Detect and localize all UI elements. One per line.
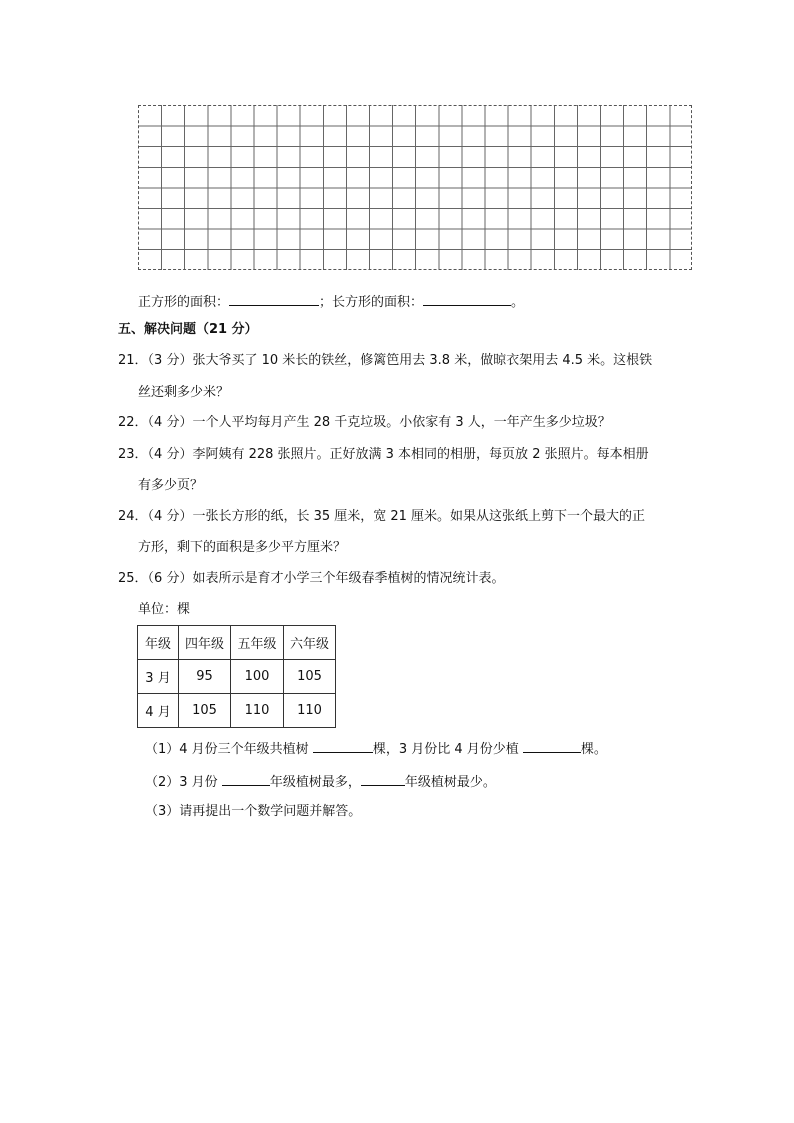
question-25-line1: 25．（6 分）如表所示是育才小学三个年级春季植树的情况统计表。: [118, 571, 505, 586]
table-cell: 110: [231, 694, 284, 728]
table-row: [138, 660, 336, 694]
section-heading: 五、解决问题（21 分）: [118, 322, 258, 337]
sub1-text-c: 棵。: [580, 742, 607, 757]
question-24-line2: 方形，剩下的面积是多少平方厘米？: [138, 540, 347, 555]
unit-label: 单位：棵: [138, 602, 191, 617]
sub-question-2: [145, 772, 496, 792]
question-23-line1: 23．（4 分）李阿姨有 228 张照片。正好放满 3 本相同的相册，每页放 2 张照片。每本相册: [118, 447, 649, 462]
table-cell: 4 月: [138, 694, 179, 728]
question-21-line1: 21．（3 分）张大爷买了 10 米长的铁丝，修篱笆用去 3.8 米，做晾衣架用去 4.5 米。这根铁: [118, 353, 653, 368]
sub2-blank-most[interactable]: [222, 772, 270, 786]
question-24-line1: 24．（4 分）一张长方形的纸，长 35 厘米，宽 21 厘米。如果从这张纸上剪下一个最大的正: [118, 509, 646, 524]
table-header-cell: 四年级: [179, 626, 231, 660]
question-21-line2: 丝还剩多少米？: [138, 385, 230, 400]
sub1-blank-difference[interactable]: [523, 739, 581, 753]
sub2-text-b: 年级植树最多，: [269, 775, 361, 790]
rect-area-label: 长方形的面积：: [332, 295, 424, 310]
question-23-line2: 有多少页？: [138, 478, 204, 493]
table-header-cell: 五年级: [231, 626, 284, 660]
table-cell: 110: [284, 694, 336, 728]
table-header-cell: 六年级: [284, 626, 336, 660]
sub-question-1: [145, 739, 607, 759]
tree-planting-table: [137, 625, 336, 728]
table-header-cell: 年级: [138, 626, 179, 660]
square-area-blank[interactable]: [229, 292, 319, 306]
table-cell: 95: [179, 660, 231, 694]
sub1-text-a: （1）4 月份三个年级共植树: [145, 742, 309, 757]
sub1-text-b: 棵，3 月份比 4 月份少植: [372, 742, 519, 757]
table-cell: 105: [179, 694, 231, 728]
table-cell: 3 月: [138, 660, 179, 694]
sub2-text-a: （2）3 月份: [145, 775, 218, 790]
table-header-row: [138, 626, 336, 660]
separator: ；: [319, 295, 333, 310]
question-22-line1: 22．（4 分）一个人平均每月产生 28 千克垃圾。小依家有 3 人，一年产生多少垃圾？: [118, 415, 611, 430]
period: 。: [511, 295, 525, 310]
sub2-blank-least[interactable]: [361, 772, 405, 786]
square-area-label: 正方形的面积：: [138, 295, 230, 310]
table-row: [138, 694, 336, 728]
sub2-text-c: 年级植树最少。: [404, 775, 496, 790]
sub1-blank-total[interactable]: [313, 739, 373, 753]
sub-question-3: （3）请再提出一个数学问题并解答。: [145, 804, 362, 819]
rect-area-blank[interactable]: [423, 292, 511, 306]
table-cell: 105: [284, 660, 336, 694]
area-answer-line: [138, 292, 524, 312]
dotted-square-grid: [138, 105, 692, 270]
table-cell: 100: [231, 660, 284, 694]
